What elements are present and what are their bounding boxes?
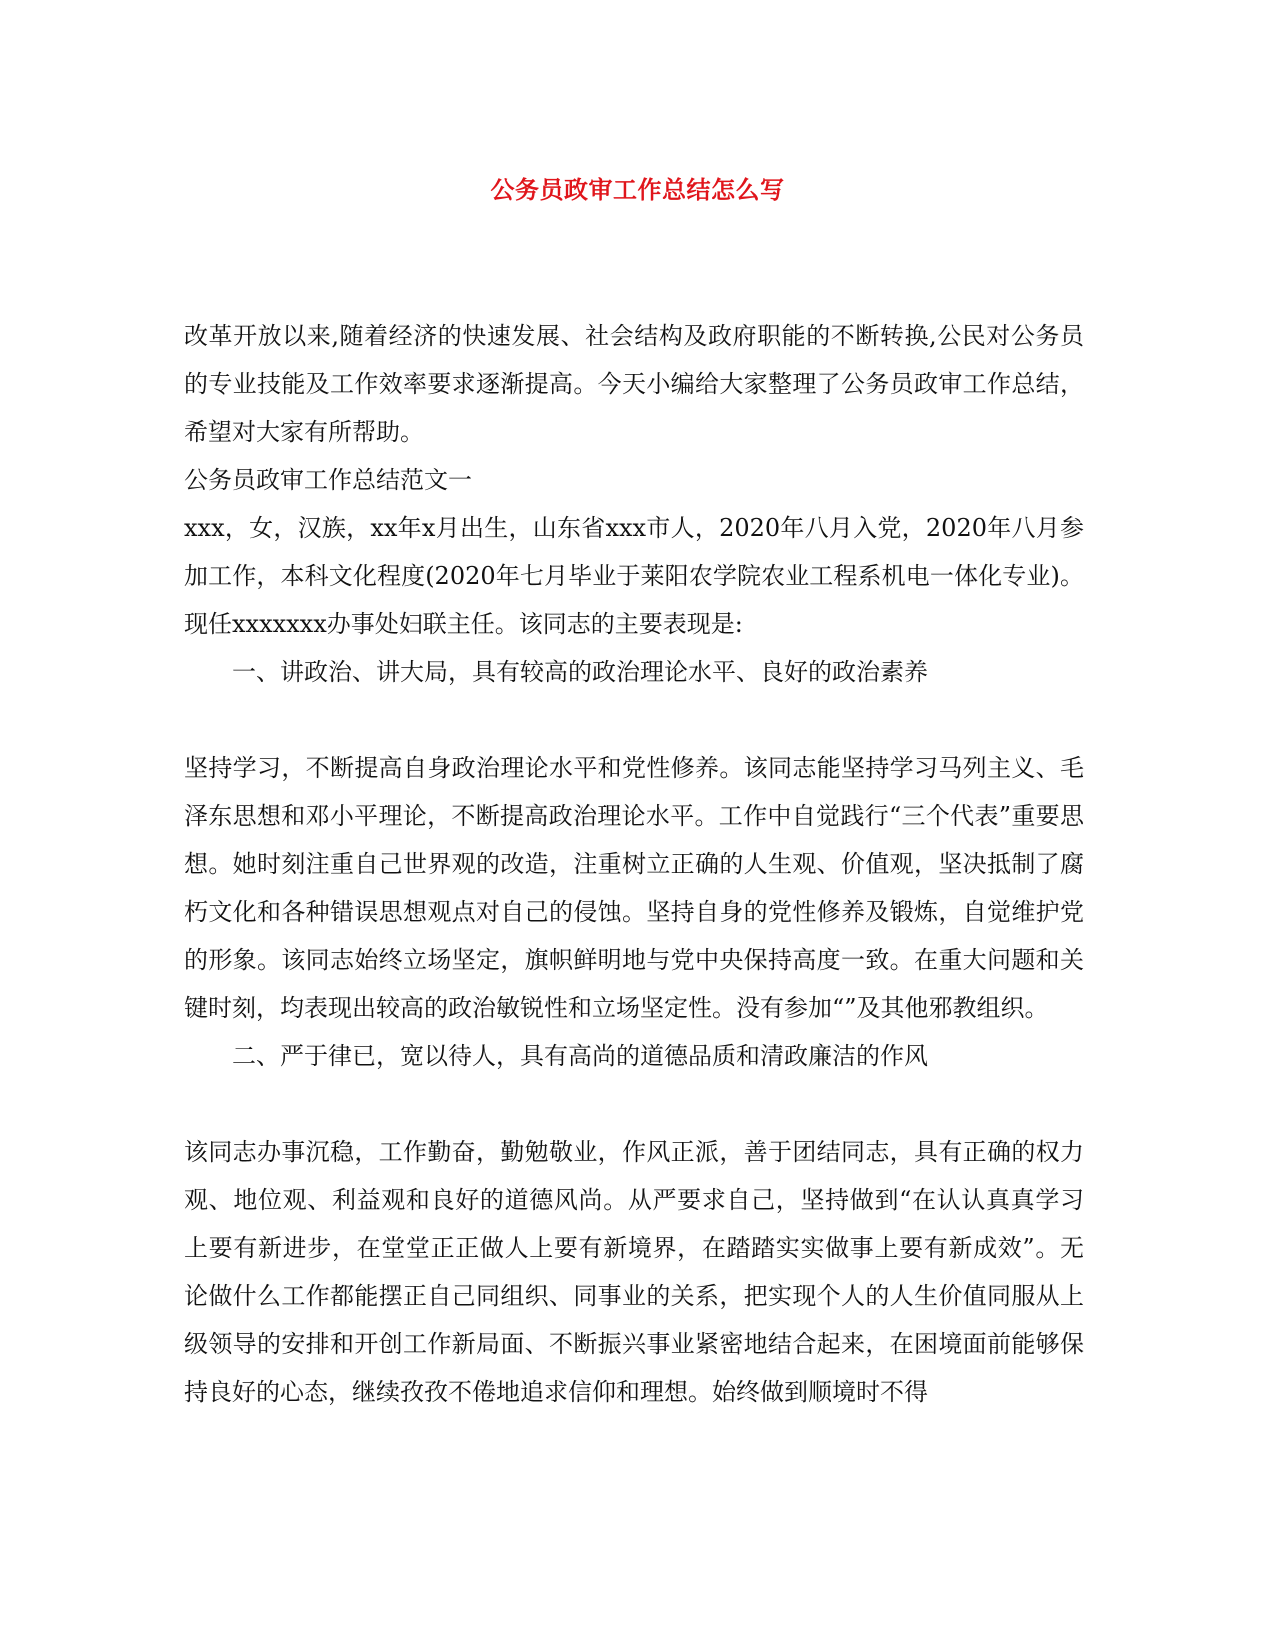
document-title: 公务员政审工作总结怎么写 <box>490 175 785 204</box>
section-2-body: 该同志办事沉稳，工作勤奋，勤勉敬业，作风正派，善于团结同志，具有正确的权力观、地位观、利益观和良好的道德风尚。从严要求自己，坚持做到“在认认真真学习上要有新进步，在堂堂正正做人上要有新境界，在踏踏实实做事上要有新成效”。无论做什么工作都能摆正自己同组织、同事业的关系，把实现个人的人生价值同服从上级领导的安排和开创工作新局面、不断振兴事业紧密地结合起来，在困境面前能够保持良好的心态，继续孜孜不倦地追求信仰和理想。始终做到顺境时不得 <box>184 1138 1084 1406</box>
document-body <box>184 312 1084 1416</box>
paragraph-gap <box>184 1080 1084 1128</box>
paragraph-gap <box>184 696 1084 744</box>
section-1-body: 坚持学习，不断提高自身政治理论水平和党性修养。该同志能坚持学习马列主义、毛泽东思想和邓小平理论，不断提高政治理论水平。工作中自觉践行“三个代表”重要思想。她时刻注重自己世界观的改造，注重树立正确的人生观、价值观，坚决抵制了腐朽文化和各种错误思想观点对自己的侵蚀。坚持自身的党性修养及锻炼，自觉维护党的形象。该同志始终立场坚定，旗帜鲜明地与党中央保持高度一致。在重大问题和关键时刻，均表现出较高的政治敏锐性和立场坚定性。没有参加“”及其他邪教组织。 <box>184 754 1084 1022</box>
profile-paragraph: xxx，女，汉族，xx年x月出生，山东省xxx市人，2020年八月入党，2020年八月参加工作，本科文化程度(2020年七月毕业于莱阳农学院农业工程系机电一体化专业)。现任xxxxxxx办事处妇联主任。该同志的主要表现是: <box>184 514 1084 638</box>
section-2-heading: 二、严于律已，宽以待人，具有高尚的道德品质和清政廉洁的作风 <box>232 1042 928 1070</box>
intro-paragraph: 改革开放以来,随着经济的快速发展、社会结构及政府职能的不断转换,公民对公务员的专业技能及工作效率要求逐渐提高。今天小编给大家整理了公务员政审工作总结，希望对大家有所帮助。 <box>184 322 1084 446</box>
sample-title: 公务员政审工作总结范文一 <box>184 466 472 494</box>
section-1-heading: 一、讲政治、讲大局，具有较高的政治理论水平、良好的政治素养 <box>232 658 928 686</box>
